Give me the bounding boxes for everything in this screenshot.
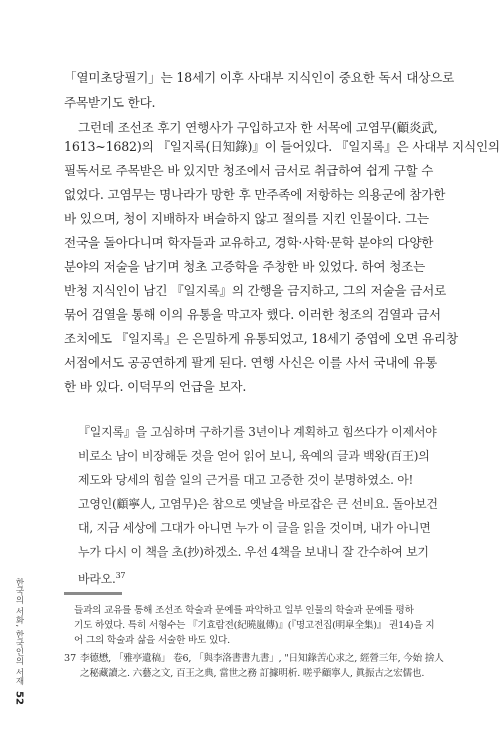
body-line: 반청 지식인이 남긴 『일지록』의 간행을 금지하고, 그의 저술을 금서로	[64, 283, 447, 298]
quote-last-line	[78, 568, 198, 587]
quote-line: 누가 다시 이 책을 초(抄)하겠소. 우선 4책을 보내니 잘 간수하여 보기	[78, 545, 429, 559]
body-line: 분야의 저술을 남기며 청초 고증학을 주창한 바 있었다. 하여 청조는	[64, 259, 426, 274]
quote-line: 『일지록』을 고심하며 구하기를 3년이나 계획하고 힘쓰다가 이제서야	[78, 425, 437, 439]
quote-line: 제도와 당세의 힘쓸 일의 근거를 대고 고증한 것이 분명하였소. 아!	[78, 473, 414, 487]
quote-last-text: 바라오.	[78, 572, 116, 586]
running-head	[12, 578, 26, 706]
quote-line: 고영인(顧寧人, 고염무)은 참으로 옛날을 바로잡은 큰 선비요. 돌아보건	[78, 497, 438, 511]
body-line: 그런데 조선조 후기 연행사가 구입하고자 한 서목에 고염무(顧炎武,	[78, 120, 438, 135]
body-line: 한 바 있다. 이덕무의 언급을 보자.	[64, 379, 247, 394]
footnote-ref: 37	[115, 571, 126, 580]
body-line: 바 있으며, 청이 지배하자 벼슬하지 않고 절의를 지킨 인물이다. 그는	[64, 211, 429, 226]
quote-line: 비로소 남이 비장해둔 것을 얻어 읽어 보니, 육예의 글과 백왕(百王)의	[78, 449, 430, 463]
body-line: 필독서로 주목받은 바 있지만 청조에서 금서로 취급하여 쉽게 구할 수	[64, 163, 434, 178]
body-line: 없었다. 고염무는 명나라가 망한 후 만주족에 저항하는 의용군에 참가한	[64, 187, 446, 202]
footnote-continuation-line: 어 그의 학술과 삶을 서술한 바도 있다.	[74, 635, 230, 646]
page-number: 52	[13, 691, 25, 706]
footnote-continuation-line: 들과의 교유를 통해 조선조 학술과 문예를 파악하고 일부 인물의 학술과 문예를 평하	[74, 605, 414, 616]
body-line: 주목받기도 한다.	[64, 95, 156, 110]
footnote-rule	[64, 592, 122, 595]
body-line: 묶어 검열을 통해 이의 유통을 막고자 했다. 이러한 청조의 검열과 금서	[64, 307, 441, 322]
footnote-line: 李德懋, 「雅亭遺稿」 卷6, 「與李洛書書九書」, "日知錄苦心求之, 經營三年, 今始 捨人	[80, 653, 444, 664]
body-line: 1613~1682)의 『일지록(日知錄)』이 들어있다. 『일지록』은 사대부 지식인의	[64, 139, 500, 154]
footnote-number: 37	[64, 653, 77, 664]
running-head-title: 한국의 서화, 한국인의 서재	[14, 578, 24, 686]
body-line: 「열미초당필기」는 18세기 이후 사대부 지식인이 중요한 독서 대상으로	[64, 70, 455, 85]
footnote-line: 之秘藏讀之. 六藝之文, 百王之典, 當世之務 訂據明析. 嗟乎顧寧人, 眞振古之宏儒也.	[80, 668, 425, 679]
quote-line: 대, 지금 세상에 그대가 아니면 누가 이 글을 읽을 것이며, 내가 아니면	[78, 521, 431, 535]
body-line: 서점에서도 공공연하게 팔게 된다. 연행 사신은 이를 사서 국내에 유통	[64, 355, 438, 370]
body-line: 조치에도 『일지록』은 은밀하게 유통되었고, 18세기 중엽에 오면 유리창	[64, 331, 458, 346]
body-line: 전국을 돌아다니며 학자들과 교유하고, 경학·사학·문학 분야의 다양한	[64, 235, 434, 250]
footnote-continuation-line: 기도 하였다. 특히 서형수는 『기효람전(紀曉嵐傳)』(『명고전집(明皐全集)』 권14)을 지	[74, 620, 435, 631]
